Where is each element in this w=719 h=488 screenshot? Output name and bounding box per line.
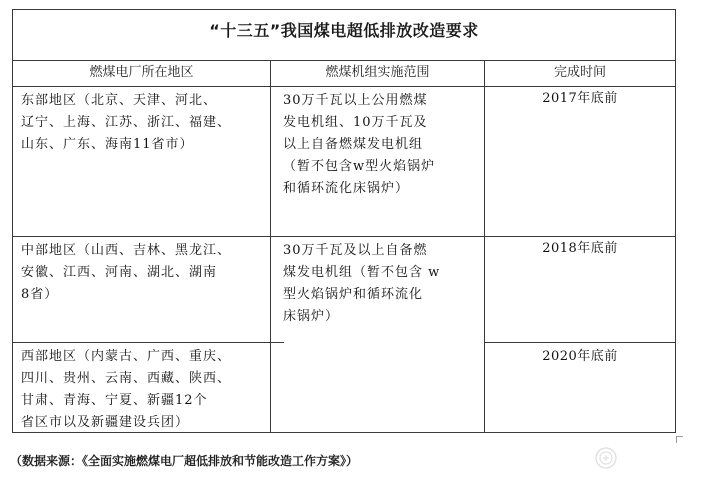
- data-source-note: （数据来源：《全面实施燃煤电厂超低排放和节能改造工作方案》）: [10, 454, 359, 468]
- header-scope: 燃煤机组实施范围: [325, 65, 430, 80]
- row2-divider-left: [13, 342, 284, 343]
- policy-table: [12, 9, 676, 433]
- table-title: “十三五”我国煤电超低排放改造要求: [209, 21, 479, 40]
- row1-divider: [13, 236, 675, 237]
- row3-deadline: 2020年底前: [542, 349, 618, 364]
- row2-region: 中部地区（山西、吉林、黑龙江、 安徽、江西、河南、湖北、湖南 8省）: [21, 243, 232, 302]
- corner-mark: [676, 436, 683, 443]
- row2-scope: 30万千瓦及以上自备燃 煤发电机组（暂不包含 w 型火焰锅炉和循环流化 床锅炉）: [283, 243, 441, 324]
- header-region: 燃煤电厂所在地区: [89, 65, 194, 80]
- row1-region: 东部地区（北京、天津、河北、 辽宁、上海、江苏、浙江、福建、 山东、广东、海南11省市）: [21, 93, 232, 152]
- title-divider: [13, 60, 675, 61]
- col-divider-1: [270, 60, 271, 432]
- header-divider: [13, 86, 675, 87]
- header-deadline: 完成时间: [553, 65, 606, 80]
- row1-deadline: 2017年底前: [542, 91, 618, 106]
- row2-divider-right: [484, 342, 675, 343]
- row2-deadline: 2018年底前: [542, 241, 618, 256]
- row1-scope: 30万千瓦以上公用燃煤 发电机组、10万千瓦及 以上自备燃煤发电机组 （暂不包含w型火焰锅炉 和循环流化床锅炉）: [283, 93, 436, 196]
- watermark-seal-icon: [594, 446, 618, 470]
- row3-region: 西部地区（内蒙古、广西、重庆、 四川、贵州、云南、西藏、陕西、 甘肃、青海、宁夏、新疆12个 省区市以及新疆建设兵团）: [21, 349, 232, 430]
